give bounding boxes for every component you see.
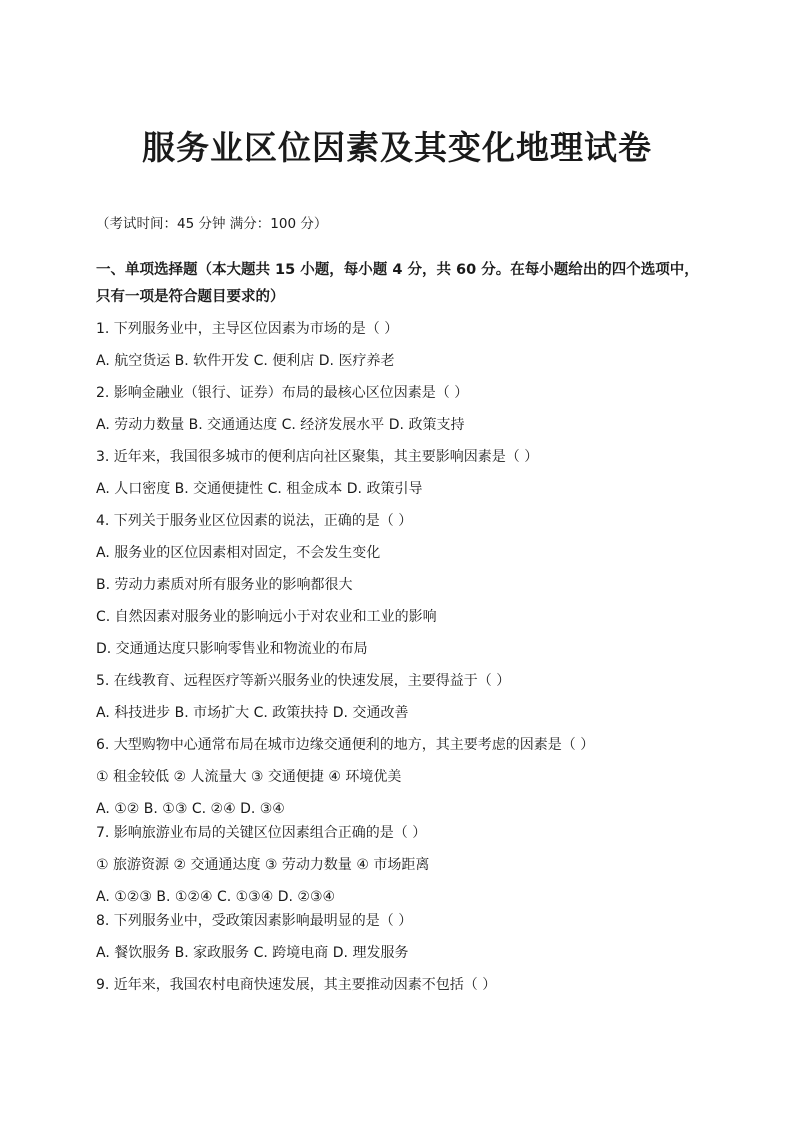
question-8-options: A. 餐饮服务 B. 家政服务 C. 跨境电商 D. 理发服务 xyxy=(96,945,409,961)
section-heading: 一、单项选择题（本大题共 15 小题，每小题 4 分，共 60 分。在每小题给出的四个选项中，只有一项是符合题目要求的） xyxy=(96,262,699,305)
question-6-stem: 6. 大型购物中心通常布局在城市边缘交通便利的地方，其主要考虑的因素是（ ） xyxy=(96,737,595,753)
question-1-stem: 1. 下列服务业中，主导区位因素为市场的是（ ） xyxy=(96,321,399,337)
question-6-options: A. ①② B. ①③ C. ②④ D. ③④ xyxy=(96,801,285,817)
question-4-option-b: B. 劳动力素质对所有服务业的影响都很大 xyxy=(96,577,353,593)
question-7-stem: 7. 影响旅游业布局的关键区位因素组合正确的是（ ） xyxy=(96,825,427,841)
question-4-option-a: A. 服务业的区位因素相对固定，不会发生变化 xyxy=(96,545,381,561)
question-4-option-d: D. 交通通达度只影响零售业和物流业的布局 xyxy=(96,641,368,657)
question-7-statements: ① 旅游资源 ② 交通通达度 ③ 劳动力数量 ④ 市场距离 xyxy=(96,857,430,873)
page-title: 服务业区位因素及其变化地理试卷 xyxy=(142,128,652,167)
question-7-options: A. ①②③ B. ①②④ C. ①③④ D. ②③④ xyxy=(96,889,336,905)
question-3-stem: 3. 近年来，我国很多城市的便利店向社区聚集，其主要影响因素是（ ） xyxy=(96,449,539,465)
question-5-options: A. 科技进步 B. 市场扩大 C. 政策扶持 D. 交通改善 xyxy=(96,705,409,721)
question-9-stem: 9. 近年来，我国农村电商快速发展，其主要推动因素不包括（ ） xyxy=(96,977,497,993)
question-list xyxy=(96,317,706,1005)
question-1-options: A. 航空货运 B. 软件开发 C. 便利店 D. 医疗养老 xyxy=(96,353,395,369)
question-6-statements: ① 租金较低 ② 人流量大 ③ 交通便捷 ④ 环境优美 xyxy=(96,769,402,785)
question-4-option-c: C. 自然因素对服务业的影响远小于对农业和工业的影响 xyxy=(96,609,437,625)
question-3-options: A. 人口密度 B. 交通便捷性 C. 租金成本 D. 政策引导 xyxy=(96,481,423,497)
question-8-stem: 8. 下列服务业中，受政策因素影响最明显的是（ ） xyxy=(96,913,413,929)
question-4-stem: 4. 下列关于服务业区位因素的说法，正确的是（ ） xyxy=(96,513,413,529)
exam-info: （考试时间：45 分钟 满分：100 分） xyxy=(96,216,328,232)
question-5-stem: 5. 在线教育、远程医疗等新兴服务业的快速发展，主要得益于（ ） xyxy=(96,673,511,689)
question-2-stem: 2. 影响金融业（银行、证券）布局的最核心区位因素是（ ） xyxy=(96,385,469,401)
question-2-options: A. 劳动力数量 B. 交通通达度 C. 经济发展水平 D. 政策支持 xyxy=(96,417,465,433)
